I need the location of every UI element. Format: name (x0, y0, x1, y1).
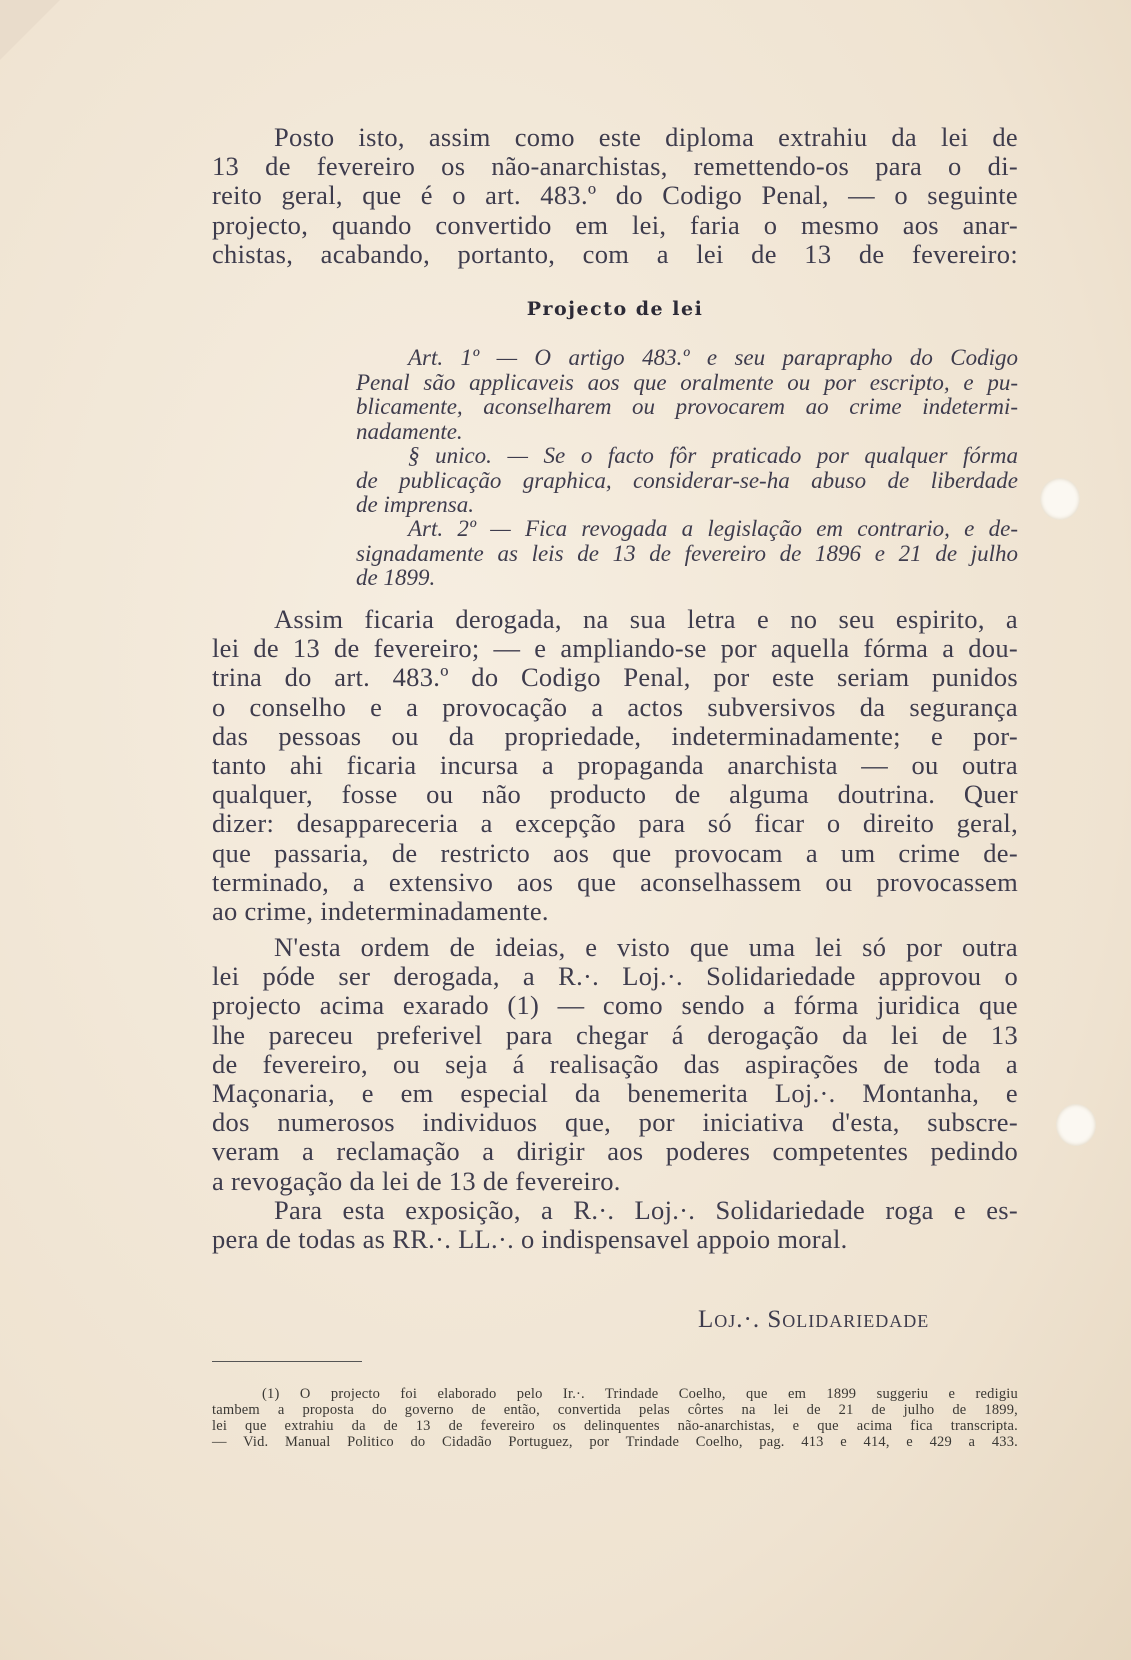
text-line: Art. 1º — O artigo 483.º e seu paraprapho do Codigo (408, 345, 1018, 370)
text-line: Art. 2º — Fica revogada a legislação em contrario, e de- (408, 516, 1018, 541)
text-line: ao crime, indeterminadamente. (212, 896, 549, 927)
footnote-divider (212, 1361, 362, 1362)
text-line: Maçonaria, e em especial da benemerita Loj.·. Montanha, e (212, 1078, 1018, 1109)
text-line: Penal são applicaveis aos que oralmente ou por escripto, e pu- (356, 369, 1018, 395)
text-line: Posto isto, assim como este diploma extrahiu da lei de (274, 122, 1018, 152)
text-line: de publicação graphica, considerar-se-ha abuso de liberdade (356, 467, 1018, 493)
law-article-1 (356, 346, 1018, 444)
text-line: de fevereiro, ou seja á realisação das aspirações de toda a (212, 1048, 1018, 1079)
text-line: § unico. — Se o facto fôr praticado por qualquer fórma (408, 443, 1018, 468)
text-line: dizer: desappareceria a excepção para só ficar o direito geral, (212, 808, 1018, 839)
text-line: trina do art. 483.º do Codigo Penal, por este seriam punidos (212, 662, 1018, 693)
text-line: das pessoas ou da propriedade, indeterminadamente; e por- (212, 720, 1018, 751)
footnote-line: (1) O projecto foi elaborado pelo Ir.·. Trindade Coelho, que em 1899 suggeriu e redigiu (262, 1386, 1018, 1402)
punch-hole-bottom (1056, 1104, 1096, 1146)
punch-hole-top (1040, 478, 1080, 520)
text-line: que passaria, de restricto aos que provocam a um crime de- (212, 837, 1018, 868)
text-line: dos numerosos individuos que, por iniciativa d'esta, subscre- (212, 1107, 1018, 1138)
text-line: terminado, a extensivo aos que aconselhassem ou provocassem (212, 866, 1018, 897)
text-line: signadamente as leis de 13 de fevereiro de 1896 e 21 de julho (356, 540, 1018, 566)
footnote-line: tambem a proposta do governo de então, convertida pelas côrtes na lei de 21 de julho de 1899, (212, 1402, 1018, 1418)
text-line: o conselho e a provocação a actos subversivos da segurança (212, 691, 1018, 722)
footnote-line: — Vid. Manual Politico do Cidadão Portuguez, por Trindade Coelho, pag. 413 e 414, e 429 a 433. (212, 1434, 1018, 1450)
text-line: tanto ahi ficaria incursa a propaganda anarchista — ou outra (212, 750, 1018, 781)
paragraph-appeal (212, 1196, 1018, 1254)
text-line: reito geral, que é o art. 483.º do Codigo Penal, — o seguinte (212, 180, 1018, 211)
footnote-line: lei que extrahiu da de 13 de fevereiro os delinquentes não-anarchistas, e que acima fica transcripta. (212, 1418, 1018, 1434)
text-line: chistas, acabando, portanto, com a lei de 13 de fevereiro: (212, 238, 1018, 269)
text-line: 13 de fevereiro os não-anarchistas, remettendo-os para o di- (212, 151, 1018, 182)
text-line: projecto acima exarado (1) — como sendo a fórma juridica que (212, 990, 1018, 1021)
text-line: lei póde ser derogada, a R.·. Loj.·. Solidariedade approvou o (212, 961, 1018, 992)
section-heading: Projecto de lei (526, 298, 704, 320)
footnote (212, 1386, 1018, 1450)
text-line: pera de todas as RR.·. LL.·. o indispensavel appoio moral. (212, 1224, 848, 1255)
text-line: lei de 13 de fevereiro; — e ampliando-se por aquella fórma a dou- (212, 633, 1018, 664)
law-paragraph-unico (356, 444, 1018, 518)
text-line: projecto, quando convertido em lei, faria o mesmo aos anar- (212, 209, 1018, 240)
text-line: Assim ficaria derogada, na sua letra e no seu espirito, a (274, 604, 1018, 634)
text-line: lhe pareceu preferivel para chegar á derogação da lei de 13 (212, 1019, 1018, 1050)
text-line: qualquer, fosse ou não producto de alguma doutrina. Quer (212, 779, 1018, 810)
text-line: veram a reclamação a dirigir aos poderes competentes pedindo (212, 1136, 1018, 1167)
text-line: Para esta exposição, a R.·. Loj.·. Solidariedade roga e es- (274, 1195, 1018, 1225)
text-line: a revogação da lei de 13 de fevereiro. (212, 1165, 621, 1196)
law-article-2 (356, 517, 1018, 591)
folded-corner (0, 0, 60, 60)
text-line: de imprensa. (356, 492, 474, 517)
paragraph-approval (212, 933, 1018, 1196)
text-line: blicamente, aconselharem ou provocarem ao crime indetermi- (356, 394, 1018, 419)
paragraph-intro (212, 123, 1018, 269)
text-line: nadamente. (356, 418, 463, 444)
paragraph-analysis (212, 605, 1018, 926)
signature: Loj.·. Solidariedade (698, 1306, 930, 1333)
text-line: de 1899. (356, 565, 436, 590)
text-line: N'esta ordem de ideias, e visto que uma lei só por outra (274, 932, 1018, 962)
